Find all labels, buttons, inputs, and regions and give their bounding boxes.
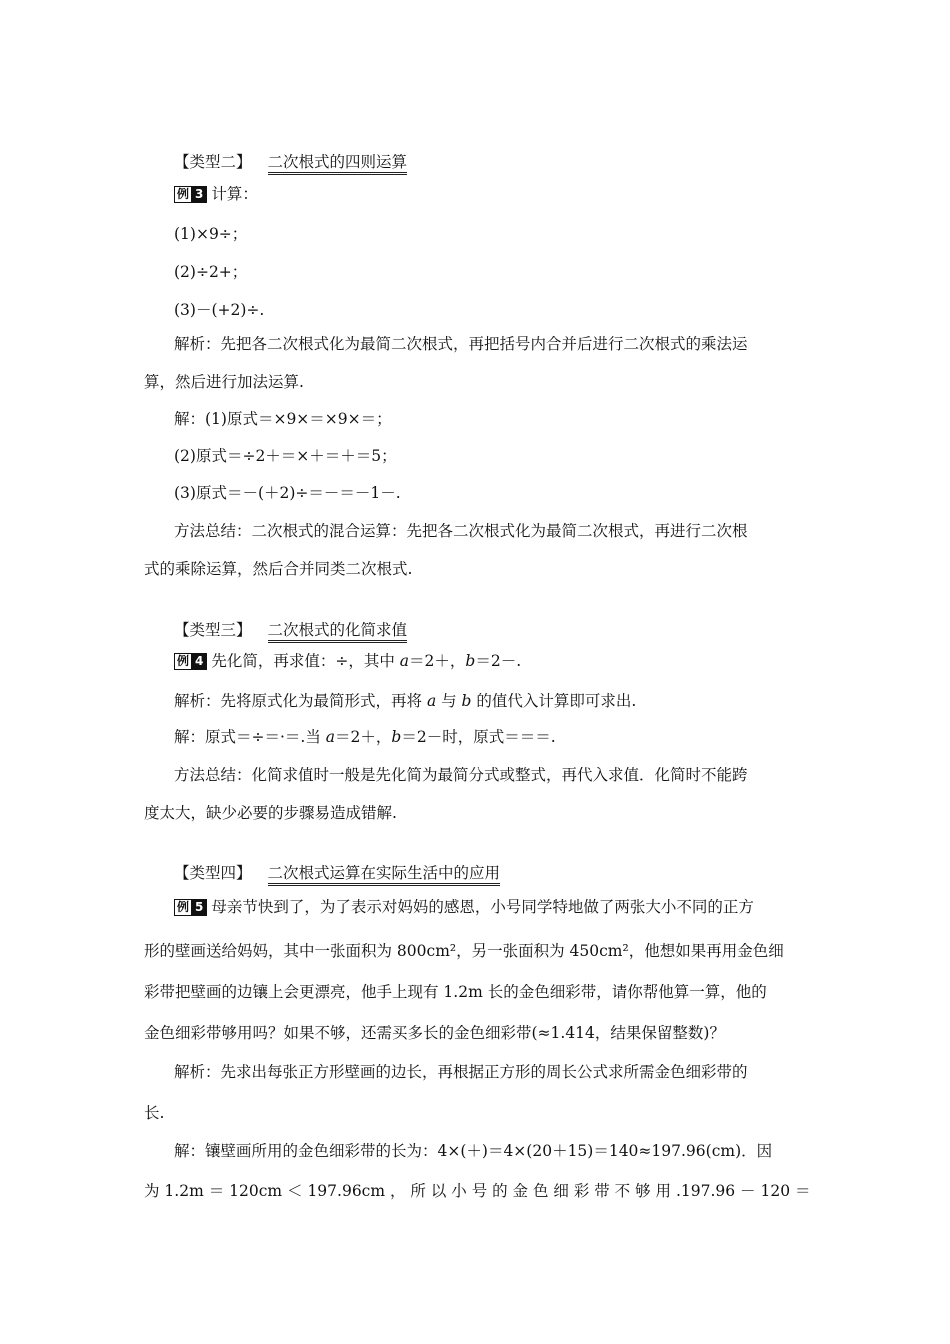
problem-line: 形的壁画送给妈妈，其中一张面积为 800cm²，另一张面积为 450cm²，他想如果再用金色细 <box>144 942 784 960</box>
solution-text: ＝2＋， <box>335 728 392 746</box>
example-text: ＝2＋， <box>409 652 466 670</box>
analysis-line: 长. <box>144 1104 165 1122</box>
variable-b: b <box>461 692 472 710</box>
summary-line: 方法总结：二次根式的混合运算：先把各二次根式化为最简二次根式，再进行二次根 <box>174 522 748 540</box>
example-tag <box>174 653 207 668</box>
problem-line: (3)－(+2)÷. <box>174 301 265 319</box>
analysis-line: 算，然后进行加法运算. <box>144 373 304 391</box>
section-label: 【类型三】 <box>174 621 252 639</box>
section-label: 【类型二】 <box>174 153 252 171</box>
example-text: 母亲节快到了，为了表示对妈妈的感恩，小号同学特地做了两张大小不同的正方 <box>211 898 754 916</box>
solution-line: 为 1.2m ＝ 120cm ＜ 197.96cm ， 所 以 小 号 的 金 色 细 彩 带 不 够 用 .197.96 － 120 ＝ <box>144 1182 811 1200</box>
summary-line: 方法总结：化简求值时一般是先化简为最简分式或整式，再代入求值．化简时不能跨 <box>174 766 748 784</box>
analysis-text: 解析：先将原式化为最简形式，再将 <box>174 692 427 710</box>
solution-line <box>174 727 556 747</box>
section-title: 二次根式的化简求值 <box>268 621 408 643</box>
problem-line: 金色细彩带够用吗？如果不够，还需买多长的金色细彩带(≈1.414，结果保留整数)？ <box>144 1024 725 1042</box>
problem-line: 彩带把壁画的边镶上会更漂亮，他手上现有 1.2m 长的金色细彩带，请你帮他算一算，他的 <box>144 983 767 1001</box>
variable-a: a <box>426 692 437 710</box>
analysis-line: 解析：先把各二次根式化为最简二次根式，再把括号内合并后进行二次根式的乘法运 <box>174 335 748 353</box>
example-tag-label: 例 <box>174 899 192 916</box>
example-tag-number: 4 <box>191 653 207 670</box>
example-text: 计算： <box>211 185 258 203</box>
section-title: 二次根式的四则运算 <box>268 153 408 175</box>
example-tag-number: 3 <box>191 186 207 203</box>
section-label: 【类型四】 <box>174 864 252 882</box>
variable-a: a <box>325 728 336 746</box>
example-tag-label: 例 <box>174 653 192 670</box>
section-heading-type2 <box>174 152 407 172</box>
solution-line: (3)原式＝－(＋2)÷＝－＝－1－. <box>174 484 401 502</box>
example-text: ＝2－. <box>475 652 522 670</box>
section-title: 二次根式运算在实际生活中的应用 <box>268 864 501 886</box>
section-heading-type4 <box>174 863 500 883</box>
example-4 <box>174 651 521 671</box>
example-tag-label: 例 <box>174 186 192 203</box>
summary-line: 度太大，缺少必要的步骤易造成错解. <box>144 804 397 822</box>
variable-b: b <box>391 728 402 746</box>
analysis-line <box>174 691 636 711</box>
problem-line: (1)×9÷； <box>174 225 248 243</box>
analysis-text: 与 <box>436 692 462 710</box>
analysis-text: 的值代入计算即可求出. <box>471 692 637 710</box>
problem-line: (2)÷2+； <box>174 263 248 281</box>
example-5 <box>174 897 754 917</box>
section-heading-type3 <box>174 620 407 640</box>
solution-line: (2)原式＝÷2＋＝×＋＝＋＝5； <box>174 447 397 465</box>
analysis-line: 解析：先求出每张正方形壁画的边长，再根据正方形的周长公式求所需金色细彩带的 <box>174 1063 748 1081</box>
example-tag <box>174 186 207 201</box>
example-3 <box>174 184 258 204</box>
example-text: 先化简，再求值：÷，其中 <box>211 652 400 670</box>
variable-a: a <box>399 652 410 670</box>
solution-text: ＝2－时，原式＝＝＝. <box>401 728 556 746</box>
solution-text: 解：原式＝÷＝·＝.当 <box>174 728 326 746</box>
variable-b: b <box>465 652 476 670</box>
solution-line: 解：镶壁画所用的金色细彩带的长为：4×(＋)＝4×(20＋15)＝140≈197.96(cm)．因 <box>174 1142 773 1160</box>
summary-line: 式的乘除运算，然后合并同类二次根式. <box>144 560 413 578</box>
example-tag-number: 5 <box>191 899 207 916</box>
example-tag <box>174 899 207 914</box>
solution-line: 解：(1)原式＝×9×＝×9×＝； <box>174 410 392 428</box>
